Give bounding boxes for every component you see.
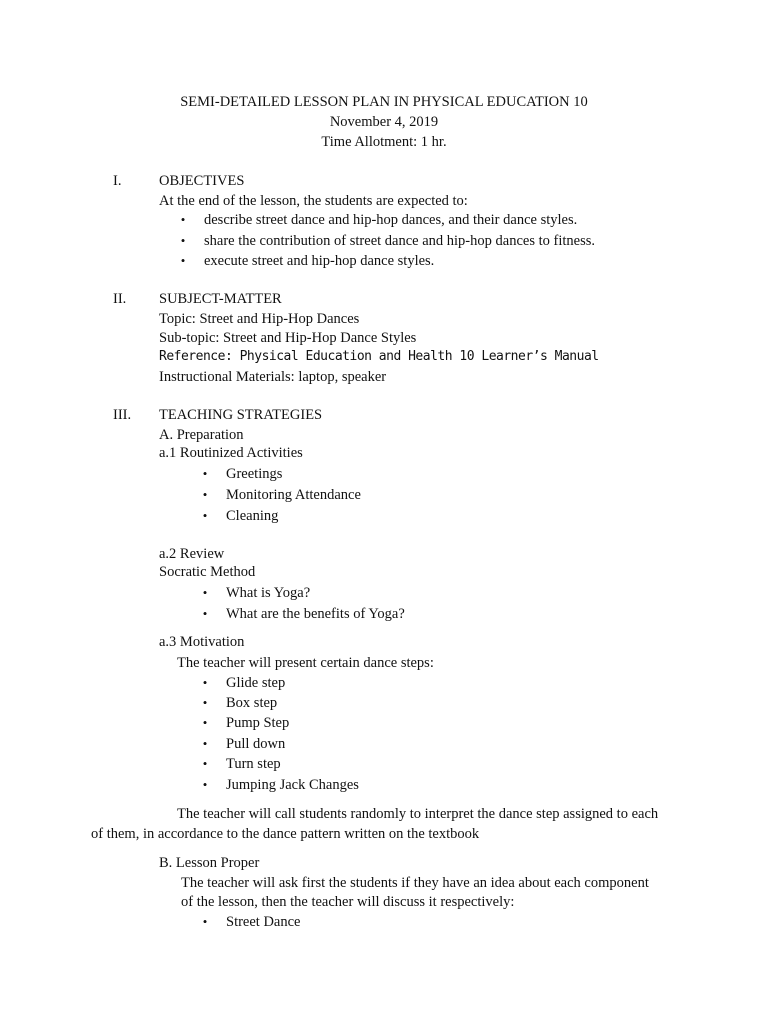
- dance-step-item: Box step: [226, 695, 278, 711]
- dance-step-item: Jumping Jack Changes: [226, 777, 359, 793]
- dance-step-item: Glide step: [226, 675, 286, 691]
- bullet-icon: •: [180, 212, 186, 227]
- dance-step-item: Pull down: [226, 736, 286, 752]
- bullet-icon: •: [180, 253, 186, 268]
- document-date: November 4, 2019: [329, 114, 439, 130]
- lesson-proper-heading: B. Lesson Proper: [159, 855, 260, 871]
- topic-line: Topic: Street and Hip-Hop Dances: [159, 311, 360, 327]
- subtopic-line: Sub-topic: Street and Hip-Hop Dance Styles: [159, 330, 417, 346]
- objectives-intro: At the end of the lesson, the students are expected to:: [159, 193, 468, 209]
- preparation-heading: A. Preparation: [159, 427, 244, 443]
- bullet-icon: •: [202, 487, 208, 502]
- section-numeral-objectives: I.: [113, 173, 122, 189]
- review-method: Socratic Method: [159, 564, 256, 580]
- section-numeral-strategies: III.: [113, 407, 132, 423]
- reference-line: Reference: Physical Education and Health 10 Learner’s Manual: [159, 349, 599, 364]
- bullet-icon: •: [202, 508, 208, 523]
- lesson-proper-line: The teacher will ask first the students if they have an idea about each component: [181, 875, 649, 891]
- objective-item: share the contribution of street dance and hip-hop dances to fitness.: [204, 233, 595, 249]
- document-title: SEMI-DETAILED LESSON PLAN IN PHYSICAL EDUCATION 10: [180, 94, 588, 110]
- objective-item: describe street dance and hip-hop dances, and their dance styles.: [204, 212, 578, 228]
- review-item: What are the benefits of Yoga?: [226, 606, 405, 622]
- objective-item: execute street and hip-hop dance styles.: [204, 253, 435, 269]
- section-numeral-subject-matter: II.: [113, 291, 127, 307]
- bullet-icon: •: [202, 715, 208, 730]
- time-allotment: Time Allotment: 1 hr.: [321, 134, 447, 150]
- dance-step-item: Turn step: [226, 756, 281, 772]
- routine-item: Greetings: [226, 466, 283, 482]
- dance-step-item: Pump Step: [226, 715, 290, 731]
- materials-line: Instructional Materials: laptop, speaker: [159, 369, 387, 385]
- motivation-label: a.3 Motivation: [159, 634, 245, 650]
- activity-paragraph-line: The teacher will call students randomly to interpret the dance step assigned to each: [177, 806, 659, 822]
- bullet-icon: •: [202, 675, 208, 690]
- motivation-intro: The teacher will present certain dance steps:: [177, 655, 434, 671]
- lesson-item: Street Dance: [226, 914, 301, 930]
- review-item: What is Yoga?: [226, 585, 311, 601]
- section-heading-strategies: TEACHING STRATEGIES: [159, 407, 323, 423]
- bullet-icon: •: [202, 756, 208, 771]
- routine-label: a.1 Routinized Activities: [159, 445, 303, 461]
- section-heading-objectives: OBJECTIVES: [159, 173, 245, 189]
- review-label: a.2 Review: [159, 546, 225, 562]
- lesson-proper-line: of the lesson, then the teacher will discuss it respectively:: [181, 894, 515, 910]
- section-heading-subject-matter: SUBJECT-MATTER: [159, 291, 282, 307]
- bullet-icon: •: [202, 606, 208, 621]
- bullet-icon: •: [202, 777, 208, 792]
- routine-item: Monitoring Attendance: [226, 487, 361, 503]
- bullet-icon: •: [202, 585, 208, 600]
- activity-paragraph-line: of them, in accordance to the dance pattern written on the textbook: [91, 826, 480, 842]
- bullet-icon: •: [202, 466, 208, 481]
- bullet-icon: •: [180, 233, 186, 248]
- bullet-icon: •: [202, 736, 208, 751]
- routine-item: Cleaning: [226, 508, 279, 524]
- bullet-icon: •: [202, 695, 208, 710]
- bullet-icon: •: [202, 914, 208, 929]
